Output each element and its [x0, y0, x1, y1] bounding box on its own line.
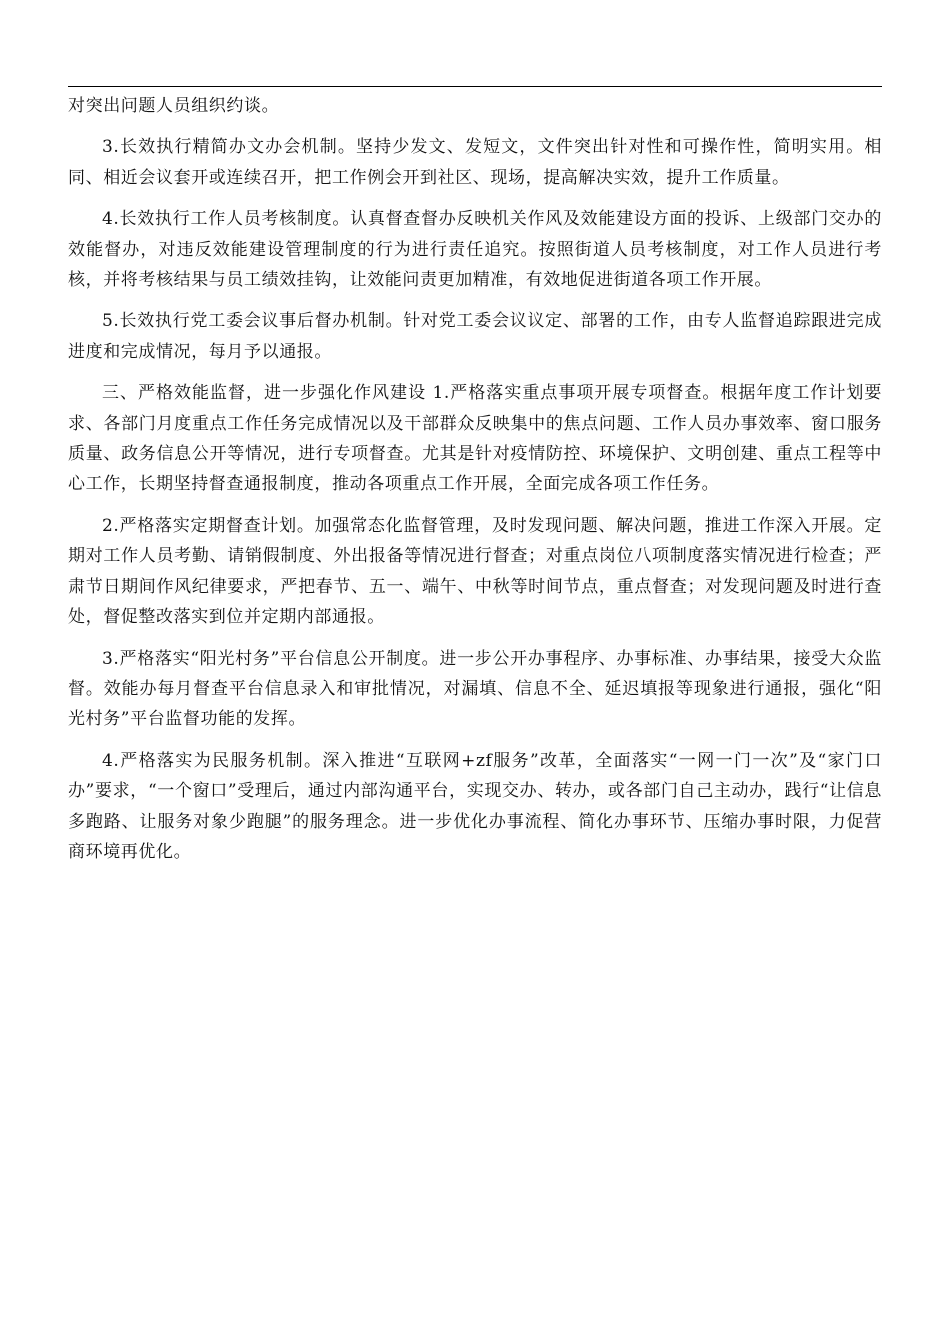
paragraph-continuation: 对突出问题人员组织约谈。: [68, 96, 280, 116]
paragraph-party-committee-supervision: 5.长效执行党工委会议事后督办机制。针对党工委会议议定、部署的工作，由专人监督追踪跟进完成进度和完成情况，每月予以通报。: [68, 311, 882, 362]
paragraph-sunshine-village-affairs: 3.严格落实“阳光村务”平台信息公开制度。进一步公开办事程序、办事标准、办事结果，接受大众监督。效能办每月督查平台信息录入和审批情况，对漏填、信息不全、延迟填报等现象进行通报，强化“阳光村务”平台监督功能的发挥。: [68, 648, 882, 730]
paragraph-staff-assessment: 4.长效执行工作人员考核制度。认真督查督办反映机关作风及效能建设方面的投诉、上级部门交办的效能督办，对违反效能建设管理制度的行为进行责任追究。按照街道人员考核制度，对工作人员进行考核，并将考核结果与员工绩效挂钩，让效能问责更加精准，有效地促进街道各项工作开展。: [68, 209, 882, 291]
paragraph-public-service-mechanism: 4.严格落实为民服务机制。深入推进“互联网+zf服务”改革，全面落实“一网一门一次”及“家门口办”要求，“一个窗口”受理后，通过内部沟通平台，实现交办、转办，或各部门自己主动办，践行“让信息多跑路、让服务对象少跑腿”的服务理念。进一步优化办事流程、简化办事环节、压缩办事时限，力促营商环境再优化。: [68, 750, 882, 862]
document-body: [68, 91, 882, 878]
paragraph-section-three-special-inspection: 三、严格效能监督，进一步强化作风建设 1.严格落实重点事项开展专项督查。根据年度工作计划要求、各部门月度重点工作任务完成情况以及干部群众反映集中的焦点问题、工作人员办事效率、窗口服务质量、政务信息公开等情况，进行专项督查。尤其是针对疫情防控、环境保护、文明创建、重点工程等中心工作，长期坚持督查通报制度，推动各项重点工作开展，全面完成各项工作任务。: [68, 383, 882, 495]
header-rule: [68, 86, 882, 87]
paragraph-streamline-meetings: 3.长效执行精简办文办会机制。坚持少发文、发短文，文件突出针对性和可操作性，简明实用。相同、相近会议套开或连续召开，把工作例会开到社区、现场，提高解决实效，提升工作质量。: [68, 137, 882, 188]
paragraph-regular-inspection-plan: 2.严格落实定期督查计划。加强常态化监督管理，及时发现问题、解决问题，推进工作深入开展。定期对工作人员考勤、请销假制度、外出报备等情况进行督查；对重点岗位八项制度落实情况进行检查；严肃节日期间作风纪律要求，严把春节、五一、端午、中秋等时间节点，重点督查；对发现问题及时进行查处，督促整改落实到位并定期内部通报。: [68, 515, 882, 628]
